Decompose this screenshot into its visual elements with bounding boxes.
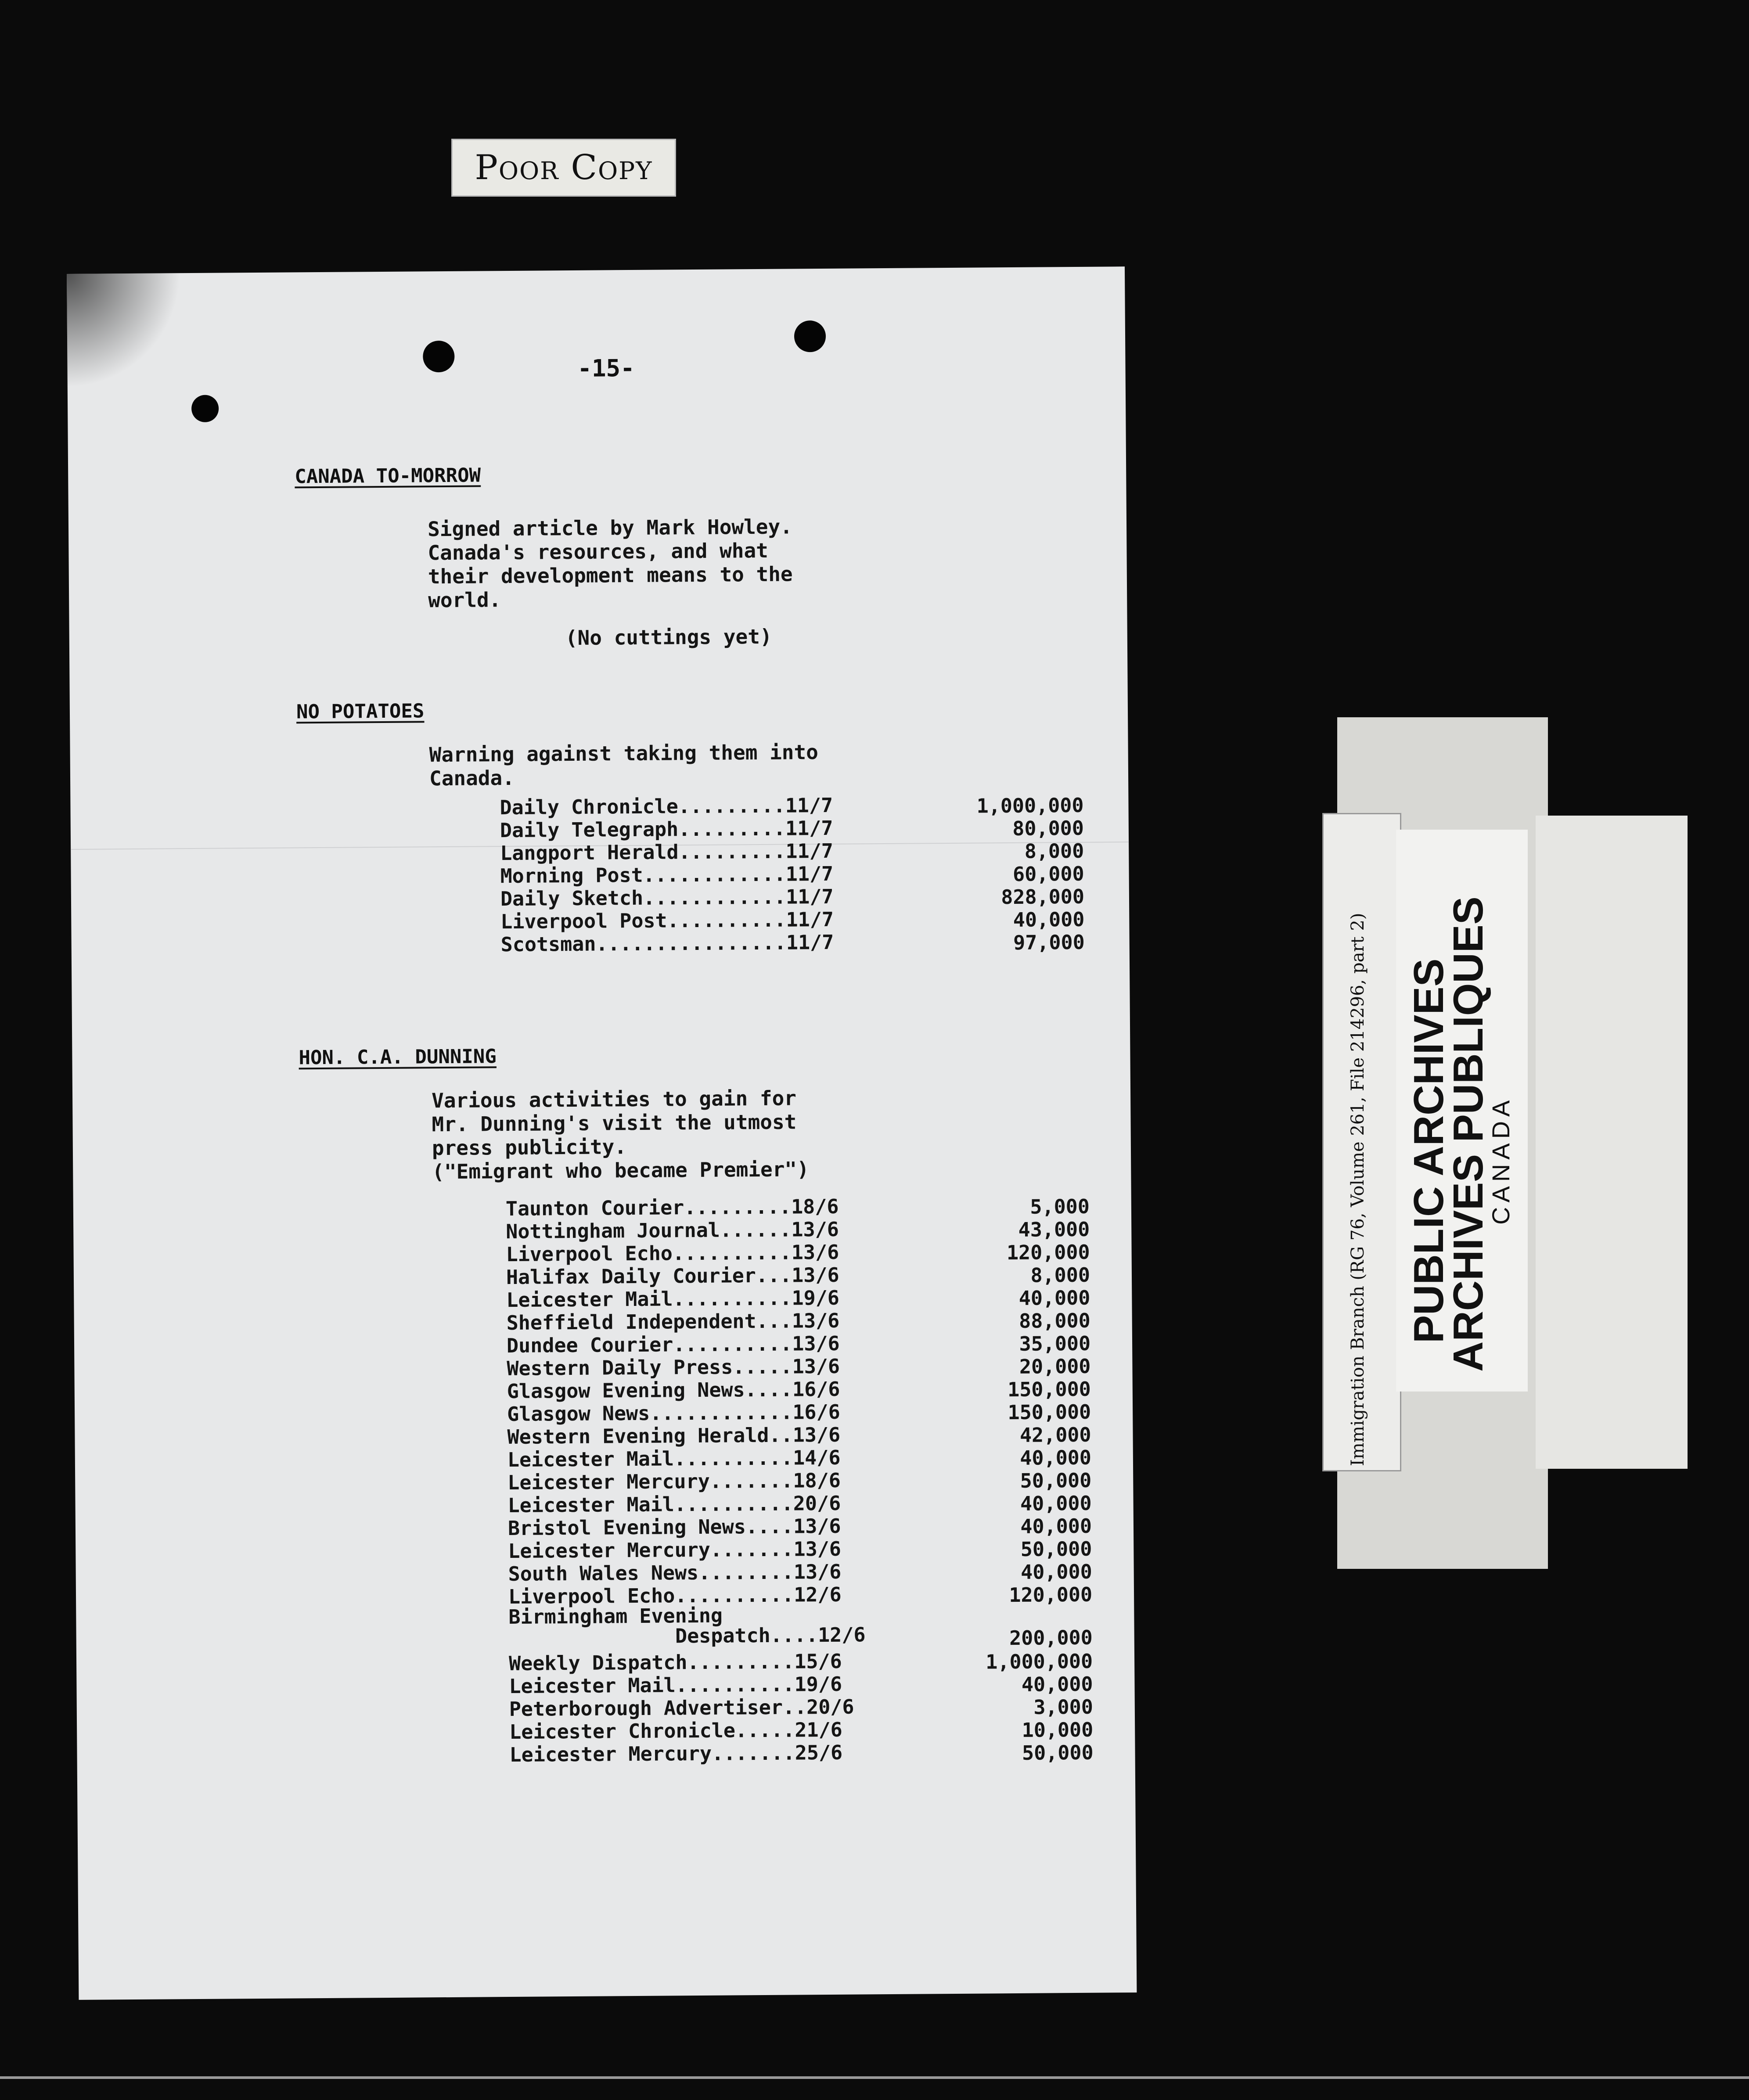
circulation-value: 88,000 xyxy=(1018,1309,1090,1333)
newspaper-name-date: Sheffield Independent...13/6 xyxy=(506,1309,840,1335)
circulation-value: 20,000 xyxy=(1019,1354,1091,1378)
newspaper-name-date: Western Daily Press.....13/6 xyxy=(507,1354,840,1381)
circulation-value: 50,000 xyxy=(1020,1468,1092,1492)
punch-hole xyxy=(794,320,826,352)
circulation-value: 3,000 xyxy=(1033,1695,1094,1719)
page-shadow xyxy=(67,273,182,388)
circulation-value: 120,000 xyxy=(1006,1240,1090,1265)
circulation-value: 1,000,000 xyxy=(986,1649,1093,1674)
circulation-value: 10,000 xyxy=(1022,1718,1094,1742)
newspaper-name-date: Scotsman................11/7 xyxy=(500,930,834,957)
newspaper-name-date: Bristol Evening News....13/6 xyxy=(507,1514,841,1540)
newspaper-name-date: Leicester Mercury.......18/6 xyxy=(507,1468,841,1495)
circulation-value: 40,000 xyxy=(1020,1491,1092,1515)
circulation-value: 120,000 xyxy=(1009,1582,1093,1607)
punch-hole xyxy=(423,341,455,373)
circulation-value: 5,000 xyxy=(1030,1194,1090,1219)
section-heading-dunning: HON. C.A. DUNNING xyxy=(299,1045,497,1069)
newspaper-name-date: Leicester Mail..........19/6 xyxy=(506,1286,840,1312)
newspaper-name-date: Langport Herald.........11/7 xyxy=(500,839,833,865)
newspaper-name-date: Glasgow News............16/6 xyxy=(507,1400,840,1426)
circulation-value: 80,000 xyxy=(1012,816,1084,840)
archive-strip xyxy=(1536,816,1688,1469)
punch-hole xyxy=(191,395,219,422)
newspaper-name-date: Glasgow Evening News....16/6 xyxy=(507,1377,840,1403)
newspaper-name-date: Birmingham Evening Despatch....12/6 xyxy=(508,1604,866,1649)
circulation-value: 43,000 xyxy=(1018,1217,1090,1241)
press-list-no-potatoes xyxy=(500,794,1085,957)
newspaper-name-date: Weekly Dispatch.........15/6 xyxy=(508,1649,842,1676)
circulation-value: 40,000 xyxy=(1021,1672,1093,1696)
newspaper-name-date: Leicester Mail..........19/6 xyxy=(509,1672,842,1698)
stamp-line-archives-publiques: ARCHIVES PUBLIQUES xyxy=(1445,896,1492,1372)
page-number: -15- xyxy=(577,354,635,382)
reference-text: Immigration Branch (RG 76, Volume 261, File 214296, part 2) xyxy=(1348,913,1368,1466)
circulation-value: 35,000 xyxy=(1019,1331,1091,1356)
newspaper-name-date: Leicester Mail..........20/6 xyxy=(507,1491,841,1517)
newspaper-name-date: Daily Chronicle.........11/7 xyxy=(500,793,833,820)
circulation-value: 40,000 xyxy=(1013,907,1085,931)
newspaper-name-date: Halifax Daily Courier...13/6 xyxy=(506,1263,839,1289)
newspaper-name-date: Liverpool Post..........11/7 xyxy=(500,907,834,934)
newspaper-name-date: Morning Post............11/7 xyxy=(500,862,834,888)
section-text: Various activities to gain for Mr. Dunning's visit the utmost press publicity. ("Emigrant who became Premier") xyxy=(431,1086,809,1184)
circulation-value: 50,000 xyxy=(1022,1740,1094,1765)
circulation-value: 150,000 xyxy=(1008,1400,1091,1424)
newspaper-name-date: Liverpool Echo..........12/6 xyxy=(508,1582,842,1609)
newspaper-name-date: South Wales News........13/6 xyxy=(508,1560,842,1586)
newspaper-name-date: Western Evening Herald..13/6 xyxy=(507,1423,841,1449)
section-heading-canada-tomorrow: CANADA TO-MORROW xyxy=(295,464,481,488)
circulation-value: 8,000 xyxy=(1024,839,1084,863)
circulation-value: 40,000 xyxy=(1020,1560,1092,1584)
newspaper-name-date: Liverpool Echo..........13/6 xyxy=(506,1240,839,1266)
newspaper-name-date: Daily Telegraph.........11/7 xyxy=(500,816,833,842)
circulation-value: 40,000 xyxy=(1020,1514,1092,1538)
section-text: Signed article by Mark Howley. Canada's resources, and what their development means to the world. xyxy=(427,514,793,612)
circulation-value: 828,000 xyxy=(1001,885,1085,909)
circulation-value: 60,000 xyxy=(1012,862,1084,886)
newspaper-name-date: Daily Sketch............11/7 xyxy=(500,885,834,911)
press-list-dunning xyxy=(506,1195,1094,1768)
circulation-value: 8,000 xyxy=(1030,1263,1090,1287)
circulation-value: 200,000 xyxy=(1009,1625,1093,1650)
circulation-value: 50,000 xyxy=(1020,1537,1092,1561)
circulation-value: 40,000 xyxy=(1018,1286,1090,1310)
stamp-line-canada: CANADA xyxy=(1487,1096,1515,1225)
newspaper-name-date: Leicester Chronicle.....21/6 xyxy=(509,1718,842,1744)
press-entry xyxy=(508,1606,1093,1654)
stamp-line-public-archives: PUBLIC ARCHIVES xyxy=(1405,958,1452,1343)
circulation-value: 97,000 xyxy=(1013,930,1085,954)
scan-edge xyxy=(0,2076,1749,2079)
newspaper-name-date: Leicester Mail..........14/6 xyxy=(507,1446,841,1472)
newspaper-name-date: Leicester Mercury.......25/6 xyxy=(509,1740,843,1767)
circulation-value: 42,000 xyxy=(1019,1423,1091,1447)
press-entry xyxy=(501,931,1085,957)
poor-copy-label: Poor Copy xyxy=(451,139,676,197)
section-text: Warning against taking them into Canada. xyxy=(429,740,819,791)
newspaper-name-date: Leicester Mercury.......13/6 xyxy=(508,1537,842,1563)
section-heading-no-potatoes: NO POTATOES xyxy=(296,700,425,723)
circulation-value: 40,000 xyxy=(1020,1446,1092,1470)
circulation-value: 150,000 xyxy=(1007,1377,1091,1402)
newspaper-name-date: Dundee Courier..........13/6 xyxy=(506,1331,840,1358)
newspaper-name-date: Taunton Courier.........18/6 xyxy=(505,1194,839,1221)
press-entry xyxy=(509,1741,1093,1768)
document-page xyxy=(67,266,1137,2000)
newspaper-name-date: Peterborough Advertiser..20/6 xyxy=(509,1695,854,1721)
section-note: (No cuttings yet) xyxy=(565,624,772,650)
circulation-value: 1,000,000 xyxy=(976,793,1084,818)
newspaper-name-date: Nottingham Journal......13/6 xyxy=(506,1217,839,1244)
